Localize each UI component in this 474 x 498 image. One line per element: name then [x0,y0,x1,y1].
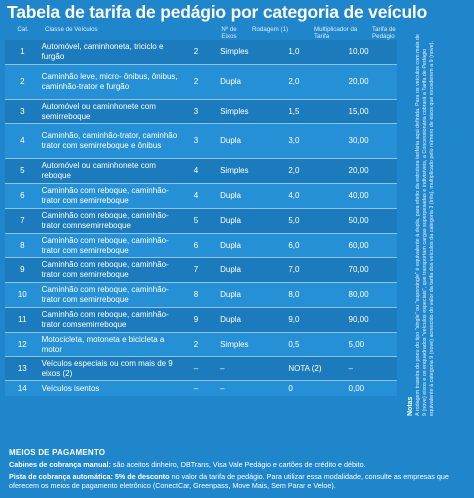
table-row [5,357,397,380]
cell-wheels: Dupla [214,65,280,99]
payment-manual-label: Cabines de cobrança manual: [9,460,111,469]
cell-category: 1 [5,40,40,64]
cell-axles: 5 [178,209,214,233]
header-multiplicador: Multiplicador da Tarifa [314,26,358,40]
cell-category: 12 [5,333,40,356]
cell-axles: – [178,381,214,396]
table-row [5,184,397,208]
cell-wheels: Simples [214,159,280,183]
cell-wheels: Dupla [214,308,280,332]
cell-category: 10 [5,283,40,307]
cell-vehicle-class: Caminhão com reboque, caminhão-trator com semirreboque [40,283,178,307]
cell-category: 3 [5,100,40,123]
cell-multiplier: 0,5 [280,333,342,356]
table-row [5,124,397,158]
cell-category: 6 [5,184,40,208]
cell-vehicle-class: Veículos isentos [40,381,178,396]
cell-multiplier: 0 [280,381,342,396]
cell-multiplier: 9,0 [280,308,342,332]
cell-axles: 2 [178,65,214,99]
cell-vehicle-class: Caminhão com reboque, caminhão-trator com semirreboque [40,234,178,257]
cell-wheels: Dupla [214,124,280,158]
cell-axles: 7 [178,258,214,282]
payment-auto-text: no valor da tarifa de pedágio. Para utilizar essa modalidade, consulte as empresas que oferecem os meios de pagamento eletrônico (ConectCar, Greenpass, Move Mais, Sem Parar e Veloe). [9,472,449,490]
cell-wheels: Simples [214,333,280,356]
cell-wheels: – [214,381,280,396]
cell-toll: – [343,357,397,380]
cell-wheels: Dupla [214,209,280,233]
header-eixos: Nº de Eixos [221,26,237,40]
cell-toll: 40,00 [343,184,397,208]
table-row [5,100,397,123]
cell-multiplier: 7,0 [280,258,342,282]
cell-vehicle-class: Caminhão com reboque, caminhão-trator comsemirreboque [40,308,178,332]
cell-toll: 30,00 [343,124,397,158]
cell-multiplier: 6,0 [280,234,342,257]
cell-toll: 5,00 [343,333,397,356]
cell-vehicle-class: Caminhão com reboque, caminhão-trator comnsemirreboque [40,209,178,233]
header-classe: Classe de Veículos [45,26,98,33]
payment-manual-text: são aceitos dinheiro, DBTrans, Visa Vale Pedágio e cartões de crédito e débito. [110,460,366,469]
cell-vehicle-class: Caminhão com reboque, caminhão-trator com semirreboque [40,258,178,282]
cell-category: 2 [5,65,40,99]
header-tarifa: Tarifa de Pedágio [372,26,396,40]
cell-axles: 4 [178,159,214,183]
cell-toll: 20,00 [343,65,397,99]
cell-category: 14 [5,381,40,396]
cell-toll: 20,00 [343,159,397,183]
notes-heading: Notas [407,396,414,416]
payment-manual [9,460,469,469]
cell-category: 7 [5,209,40,233]
cell-wheels: Simples [214,40,280,64]
cell-category: 13 [5,357,40,380]
cell-toll: 80,00 [343,283,397,307]
cell-toll: 0,00 [343,381,397,396]
cell-toll: 60,00 [343,234,397,257]
cell-toll: 50,00 [343,209,397,233]
cell-multiplier: 1,0 [280,40,342,64]
cell-category: 9 [5,258,40,282]
cell-vehicle-class: Automóvel, caminhoneta, triciclo e furgão [40,40,178,64]
cell-multiplier: 8,0 [280,283,342,307]
cell-wheels: Dupla [214,283,280,307]
table-row [5,381,397,396]
cell-axles: 8 [178,283,214,307]
cell-vehicle-class: Automóvel ou caminhonete com semirreboque [40,100,178,123]
table-row [5,308,397,332]
cell-wheels: – [214,357,280,380]
header-cat: Cat. [17,26,29,33]
cell-axles: 4 [178,184,214,208]
cell-toll: 90,00 [343,308,397,332]
table-row [5,159,397,183]
cell-multiplier: 3,0 [280,124,342,158]
payment-auto [9,472,469,490]
cell-vehicle-class: Veículos especiais ou com mais de 9 eixos (2) [40,357,178,380]
cell-vehicle-class: Automóvel ou caminhonete com reboque [40,159,178,183]
cell-wheels: Dupla [214,258,280,282]
cell-axles: 3 [178,124,214,158]
cell-vehicle-class: Caminhão, caminhão-trator, caminhão trator com semirreboque e ônibus [40,124,178,158]
notes-text: A rodagem traseira do pneu do tipo "single" ou "supersingle" é equivalente à dupla, para efeito da estrutura tarifária aqui definida. Para os veículos com mais de 9 (nove) eixos e os enquadrados "veículos especiais", que transportam cargas superpesadas e indivisíveis, a Concessionária cobrará a Tarifa de Pedágio equivalente à categoria 9 (nove) acrescido do valor da tarifa dos veículos da categoria 3 (três), multiplicado pelo número de eixos que excederem a 9 (nove). [415,34,435,416]
table-row [5,258,397,282]
cell-multiplier: 2,0 [280,159,342,183]
cell-wheels: Simples [214,100,280,123]
cell-toll: 15,00 [343,100,397,123]
cell-multiplier: 1,5 [280,100,342,123]
cell-multiplier: NOTA (2) [280,357,342,380]
cell-multiplier: 5,0 [280,209,342,233]
cell-axles: 2 [178,333,214,356]
cell-axles: 9 [178,308,214,332]
cell-multiplier: 4,0 [280,184,342,208]
cell-wheels: Dupla [214,234,280,257]
table-row [5,234,397,257]
header-rodagem: Rodagem (1) [252,26,289,33]
table-row [5,65,397,99]
cell-axles: 3 [178,100,214,123]
table-row [5,333,397,356]
table-row [5,40,397,64]
payment-section [9,448,469,490]
cell-axles: 6 [178,234,214,257]
cell-category: 11 [5,308,40,332]
notes-panel [405,28,467,418]
cell-category: 8 [5,234,40,257]
cell-vehicle-class: Motocicleta, motoneta e bicicleta a motor [40,333,178,356]
cell-vehicle-class: Caminhão leve, micro- ônibus, ônibus, caminhão-trator e furgão [40,65,178,99]
cell-axles: – [178,357,214,380]
cell-toll: 10,00 [343,40,397,64]
cell-category: 5 [5,159,40,183]
cell-axles: 2 [178,40,214,64]
payment-auto-label: Pista de cobrança automática: 5% de desconto [9,472,170,481]
cell-wheels: Dupla [214,184,280,208]
cell-multiplier: 2,0 [280,65,342,99]
cell-toll: 70,00 [343,258,397,282]
table-row [5,283,397,307]
cell-vehicle-class: Caminhão com reboque, caminhão-trator com semirreboque [40,184,178,208]
table-row [5,209,397,233]
cell-category: 4 [5,124,40,158]
page-title: Tabela de tarifa de pedágio por categoria de veículo [7,2,428,22]
payment-heading: MEIOS DE PAGAMENTO [9,448,106,457]
tariff-table [5,40,397,396]
